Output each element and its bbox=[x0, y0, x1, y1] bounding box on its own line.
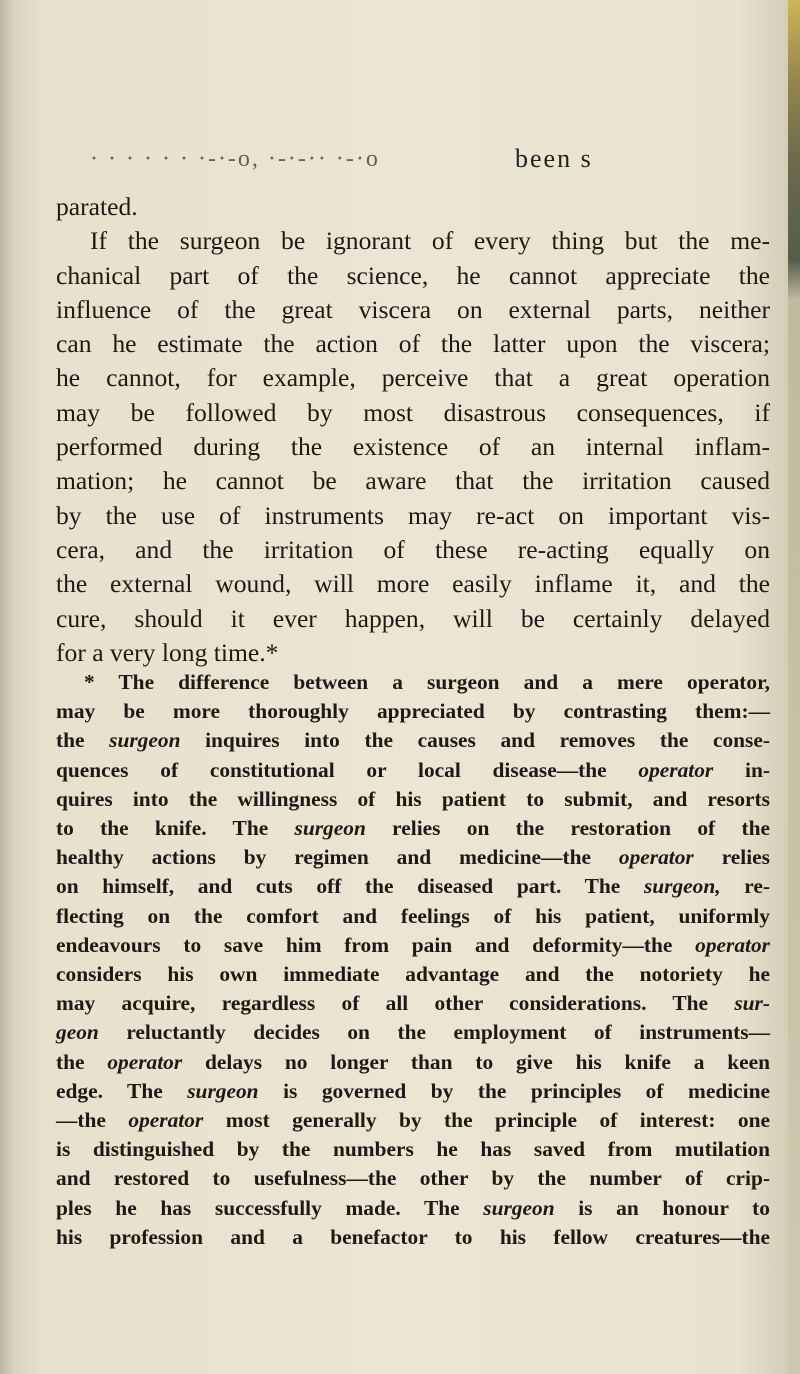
footnote-line: endeavours to save him from pain and deformity—the operator bbox=[56, 932, 770, 957]
paragraph-line: may be followed by most disastrous consequences, if bbox=[56, 397, 770, 427]
paragraph-line: for a very long time.* bbox=[56, 637, 279, 667]
footnote-line: is distinguished by the numbers he has saved from mutilation bbox=[56, 1137, 770, 1162]
paragraph-line: performed during the existence of an internal inflam- bbox=[56, 432, 770, 462]
footnote-line: ples he has successfully made. The surgeon is an honour to bbox=[56, 1195, 770, 1220]
paragraph-line: If the surgeon be ignorant of every thing but the me- bbox=[90, 226, 770, 256]
paragraph-line: he cannot, for example, perceive that a great operation bbox=[56, 363, 770, 393]
header-fragment-left: · · · · · · ·-·-o, ·-·-·· ·-·o bbox=[90, 146, 380, 172]
footnote-line: —the operator most generally by the principle of interest: one bbox=[56, 1108, 770, 1133]
footnote-line: on himself, and cuts off the diseased part. The surgeon, re- bbox=[56, 874, 770, 899]
footnote-line: the operator delays no longer than to give his knife a keen bbox=[56, 1049, 770, 1074]
footnote-line: * The difference between a surgeon and a mere operator, bbox=[84, 670, 770, 694]
book-spine-edge bbox=[788, 0, 800, 1374]
header-fragment-right: been s bbox=[515, 144, 593, 173]
paragraph-line: influence of the great viscera on external parts, neither bbox=[56, 294, 770, 324]
paragraph-line: cure, should it ever happen, will be certainly delayed bbox=[56, 603, 770, 633]
footnote-line: healthy actions by regimen and medicine—the operator relies bbox=[56, 845, 770, 870]
footnote-line: and restored to usefulness—the other by the number of crip- bbox=[56, 1166, 770, 1191]
paragraph-line: parated. bbox=[56, 192, 138, 221]
paragraph-line: cera, and the irritation of these re-acting equally on bbox=[56, 534, 770, 564]
paragraph-line: mation; he cannot be aware that the irritation caused bbox=[56, 466, 770, 496]
footnote-line: considers his own immediate advantage and the notoriety he bbox=[56, 962, 770, 987]
footnote-line: his profession and a benefactor to his fellow creatures—the bbox=[56, 1224, 770, 1249]
footnote-line: to the knife. The surgeon relies on the restoration of the bbox=[56, 816, 770, 841]
footnote-line: flecting on the comfort and feelings of his patient, uniformly bbox=[56, 903, 770, 928]
footnote-line: quences of constitutional or local disease—the operator in- bbox=[56, 757, 771, 782]
paragraph-line: the external wound, will more easily inflame it, and the bbox=[56, 569, 770, 599]
footnote-line: may be more thoroughly appreciated by contrasting them:— bbox=[56, 699, 770, 724]
footnote-line: edge. The surgeon is governed by the principles of medicine bbox=[56, 1078, 770, 1103]
footnote bbox=[56, 668, 770, 1252]
footnote-line: the surgeon inquires into the causes and removes the conse- bbox=[56, 728, 770, 753]
footnote-line: may acquire, regardless of all other considerations. The sur- bbox=[56, 991, 770, 1016]
footnote-line: quires into the willingness of his patient to submit, and resorts bbox=[56, 786, 770, 811]
main-paragraph bbox=[56, 190, 770, 670]
paragraph-line: can he estimate the action of the latter upon the viscera; bbox=[56, 329, 770, 359]
paragraph-line: chanical part of the science, he cannot appreciate the bbox=[56, 260, 770, 290]
paragraph-line: by the use of instruments may re-act on important vis- bbox=[56, 500, 770, 530]
footnote-line: geon reluctantly decides on the employment of instruments— bbox=[56, 1020, 770, 1045]
